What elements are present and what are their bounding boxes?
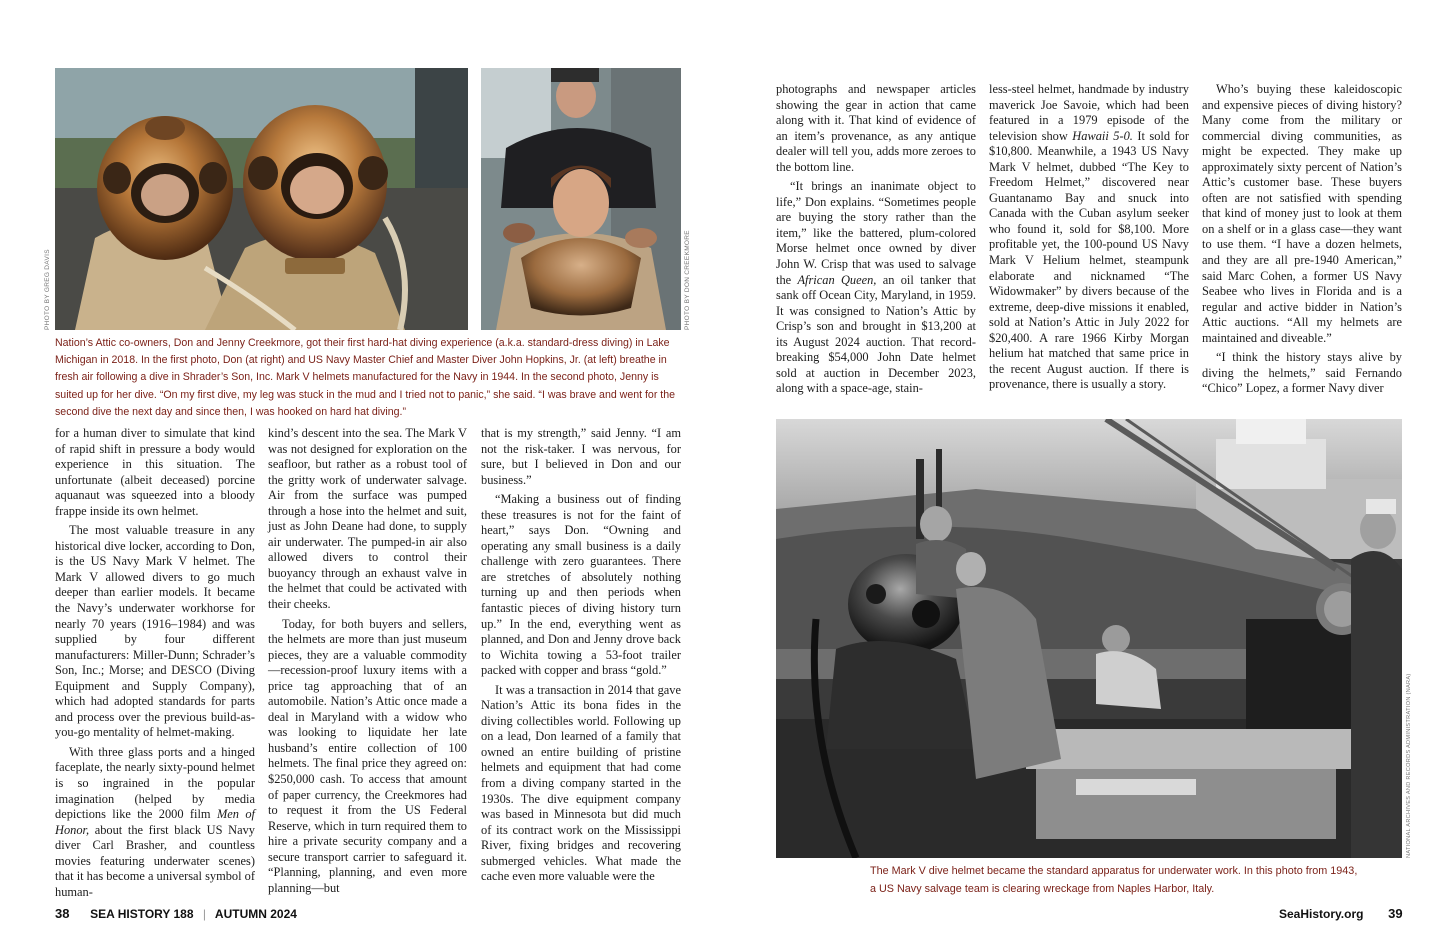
ship-name: African Queen,	[797, 272, 877, 287]
left-column-2	[268, 426, 467, 900]
text-run: an oil tanker that sank off Ocean City, Maryland, in 1959. It was consigned to Nation’s Attic by Crisp’s son and brought in $13,200 at its August 2024 auction. That record-breaking $54,000 John Date helmet sold at auction in December 2023, along with a space-age, stain-	[776, 272, 976, 396]
website-link[interactable]: SeaHistory.org	[1279, 907, 1364, 921]
photo-jenny-suited	[481, 68, 681, 330]
text-run: With three glass ports and a hinged faceplate, the nearly sixty-pound helmet is so ingrained in the popular imagination (helped by media depictions like the 2000 film	[55, 744, 255, 822]
paragraph: Today, for both buyers and sellers, the helmets are more than just museum pieces, they are a valuable commodity—recession-proof luxury items with a price tag approaching that of an automobile. Nation’s Attic once made a deal in Maryland with a widow who was looking to liquidate her late husband’s entire collection of 100 helmets. The final price they agreed on: $250,000 cash. To access that amount of paper currency, the Creekmores had to request it from the US Federal Reserve, which in turn required them to hire a private security company and a secure transport carrier to safeguard it. “Planning, planning, and even more planning—but	[268, 616, 467, 895]
left-column-3	[481, 426, 681, 889]
photo-credit-2: PHOTO BY DON CREEKMORE	[684, 230, 691, 330]
text-run: It sold for $10,800. Meanwhile, a 1943 US Navy Mark V helmet, dubbed “The Key to Freedom Helmet,” discovered near Guantanamo Bay and snuck into Canada with the Cuban asylum seeker who found it, sold for $8,100. More profitable yet, the 100-pound US Navy Mark V Helium helmet, steampunk elaborate and nicknamed “The Widowmaker” by divers because of the extreme, deep-dive missions it enabled, sold at Nation’s Attic in July 2022 for $20,400. A rare 1966 Kirby Morgan helium hat matched that same price in the recent August auction. If there is provenance, there is usually a story.	[989, 128, 1189, 392]
page-number: 39	[1388, 906, 1403, 921]
footer-divider: |	[202, 907, 207, 921]
paragraph: photographs and newspaper articles showing the gear in action that came along with it. That kind of evidence of an item’s provenance, as any antique dealer will tell you, adds more zeroes to the bottom line.	[776, 82, 976, 174]
right-page	[728, 0, 1456, 942]
paragraph: “I think the history stays alive by diving the helmets,” said Fernando “Chico” Lopez, a former Navy diver	[1202, 350, 1402, 396]
photo-credit-nara: NATIONAL ARCHIVES AND RECORDS ADMINISTRATION (NARA)	[1406, 673, 1412, 858]
magazine-name: SEA HISTORY 188	[90, 907, 194, 921]
paragraph: The most valuable treasure in any historical dive locker, according to Don, is the US Navy Mark V helmet. The Mark V allowed divers to go much deeper than earlier models. It became the Navy’s underwater workhorse for nearly 70 years (1916–1984) and was supplied by four different manufacturers: Miller-Dunn; Schrader’s Son, Inc.; Morse; and DESCO (Diving Equipment and Supply Company), which had adopted standards for parts and process over the previous build-as-you-go mentality of helmet-making.	[55, 523, 255, 740]
paragraph: “Making a business out of finding these treasures is not for the faint of heart,” says Don. “Owning and operating any small business is a daily challenge with zero guarantees. There are stretches of absolutely nothing turning up and then periods when fantastic pieces of diving history turn up.” In the end, everything went as planned, and Don and Jenny drove back to Wichita towing a 53-foot trailer packed with copper and brass “gold.”	[481, 492, 681, 678]
film-title: Men of Honor,	[55, 807, 255, 837]
footer-left	[55, 906, 297, 921]
page-number: 38	[55, 906, 70, 921]
issue-label: AUTUMN 2024	[214, 907, 297, 921]
paragraph: It was a transaction in 2014 that gave Nation’s Attic its bona fides in the diving collectibles world. Following up on a lead, Don learned of a family that owned an entire building of pristine helmets and equipment that had come from a diving company started in the 1930s. The dive equipment company was based in Minnesota but did much of its contract work on the Mississippi River, fixing bridges and recovering submerged vehicles. What made the cache even more valuable were the	[481, 682, 681, 884]
text-run: about the first black US Navy diver Carl Brasher, and countless movies featuring underwater scenes) that it has become a universal symbol of human-	[55, 822, 255, 899]
photo-divers-in-helmets	[55, 68, 468, 330]
paragraph	[989, 82, 1189, 393]
photo-credit-1: PHOTO BY GREG DAVIS	[44, 249, 51, 330]
right-column-1	[776, 82, 976, 401]
text-run: “It brings an inanimate object to life,” Don explains. “Sometimes people are buying the story rather than the item,” like the battered, plum-colored Morse helmet once owned by diver John W. Crisp that was used to salvage the	[776, 179, 976, 287]
text-run: less-steel helmet, handmade by industry maverick Joe Savoie, which had been featured in a 1979 episode of the television show	[989, 82, 1189, 143]
paragraph	[776, 179, 976, 397]
left-column-1	[55, 426, 255, 904]
paragraph: kind’s descent into the sea. The Mark V was not designed for exploration on the seafloor, but rather as a robust tool of the gritty work of underwater salvage. Air from the surface was pumped through a hose into the helmet and suit, just as John Deane had done, to supply air underwater. The pumped-in air also allowed divers to control their buoyancy through an exhaust valve in the helmet that could be activated with their cheeks.	[268, 426, 467, 612]
photo-naples-harbor-salvage	[776, 419, 1402, 858]
photo-caption-left: Nation’s Attic co-owners, Don and Jenny Creekmore, got their first hard-hat diving experience (a.k.a. standard-dress diving) in Lake Michigan in 2018. In the first photo, Don (at right) and US Navy Master Chief and Master Diver John Hopkins, Jr. (at left) breathe in fresh air following a dive in Shrader’s Son, Inc. Mark V helmets manufactured for the Navy in 1944. In the second photo, Jenny is suited up for her dive. “On my first dive, my leg was stuck in the mud and I tried not to panic,” she said. “I was brave and went for the second dive the next day and since then, I was hooked on hard hat diving.”	[55, 337, 676, 418]
paragraph: Who’s buying these kaleidoscopic and expensive pieces of diving history? Many come from the military or commercial diving communities, as might be expected. They make up approximately sixty percent of Nation’s Attic’s customer base. These buyers often are not satisfied with spending that kind of money just to look at them on a shelf or in a glass case—they want to use them. “I have a dozen helmets, and they are all pre-1940 American,” said Marc Cohen, a former US Navy Seabee who lives in Florida and is a regular and active bidder in Nation’s Attic auctions. “All my helmets are maintained and diveable.”	[1202, 82, 1402, 345]
paragraph: that is my strength,” said Jenny. “I am not the risk-taker. I was nervous, for sure, but I believed in Don and our business.”	[481, 426, 681, 487]
paragraph	[55, 745, 255, 900]
show-title: Hawaii 5-0.	[1072, 128, 1133, 143]
photo-caption-right: The Mark V dive helmet became the standard apparatus for underwater work. In this photo from 1943, a US Navy salvage team is clearing wreckage from Naples Harbor, Italy.	[870, 865, 1358, 895]
paragraph: for a human diver to simulate that kind of rapid shift in pressure a body would experience in this situation. The unfortunate (albeit deceased) porcine aquanaut was squeezed into a bloody frappe inside its own helmet.	[55, 426, 255, 518]
right-column-2	[989, 82, 1189, 397]
footer-right	[1279, 906, 1403, 921]
right-column-3	[1202, 82, 1402, 401]
